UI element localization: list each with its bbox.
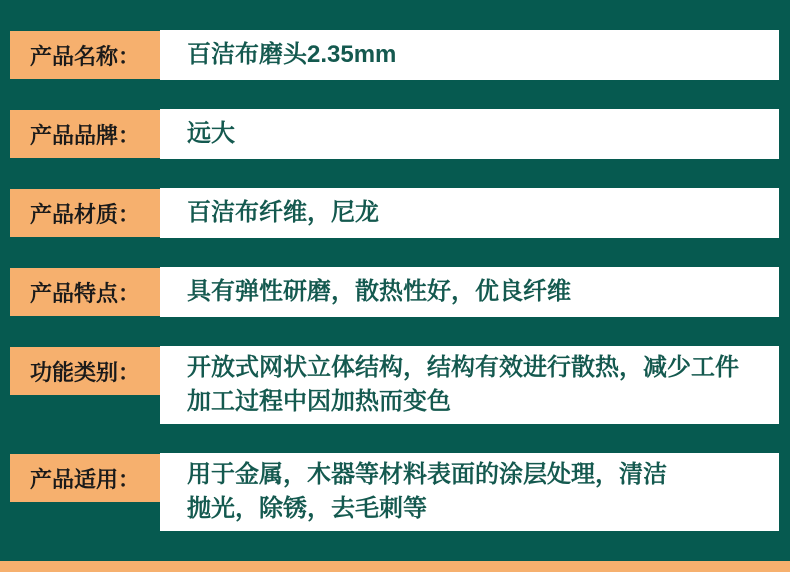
spec-value-line: 加工过程中因加热而变色	[187, 388, 451, 415]
spec-row-product-material	[10, 188, 779, 238]
spec-value-product-features	[160, 267, 779, 317]
spec-row-product-application	[10, 453, 779, 531]
spec-value-product-material	[160, 188, 779, 238]
spec-value-product-brand	[160, 109, 779, 159]
spec-row-product-name	[10, 30, 779, 80]
spec-value-line: 开放式网状立体结构，结构有效进行散热，减少工件	[187, 354, 739, 381]
spec-label-product-name: 产品名称：	[10, 31, 160, 79]
spec-row-product-features	[10, 267, 779, 317]
spec-value-line: 百洁布纤维，尼龙	[187, 199, 379, 226]
spec-row-function-category	[10, 346, 779, 424]
spec-value-product-name	[160, 30, 779, 80]
spec-value-product-application	[160, 453, 779, 531]
spec-value-line: 远大	[187, 120, 235, 147]
spec-label-product-features: 产品特点：	[10, 268, 160, 316]
spec-value-function-category	[160, 346, 779, 424]
spec-label-function-category: 功能类别：	[10, 347, 160, 395]
bottom-accent-bar	[0, 561, 790, 572]
spec-value-line: 具有弹性研磨，散热性好，优良纤维	[187, 278, 571, 305]
spec-value-line: 抛光，除锈，去毛刺等	[187, 495, 427, 522]
spec-value-line: 百洁布磨头2.35mm	[187, 41, 397, 68]
spec-value-line: 用于金属，木器等材料表面的涂层处理，清洁	[187, 461, 667, 488]
spec-label-product-material: 产品材质：	[10, 189, 160, 237]
spec-label-product-application: 产品适用：	[10, 454, 160, 502]
spec-label-product-brand: 产品品牌：	[10, 110, 160, 158]
spec-row-product-brand	[10, 109, 779, 159]
